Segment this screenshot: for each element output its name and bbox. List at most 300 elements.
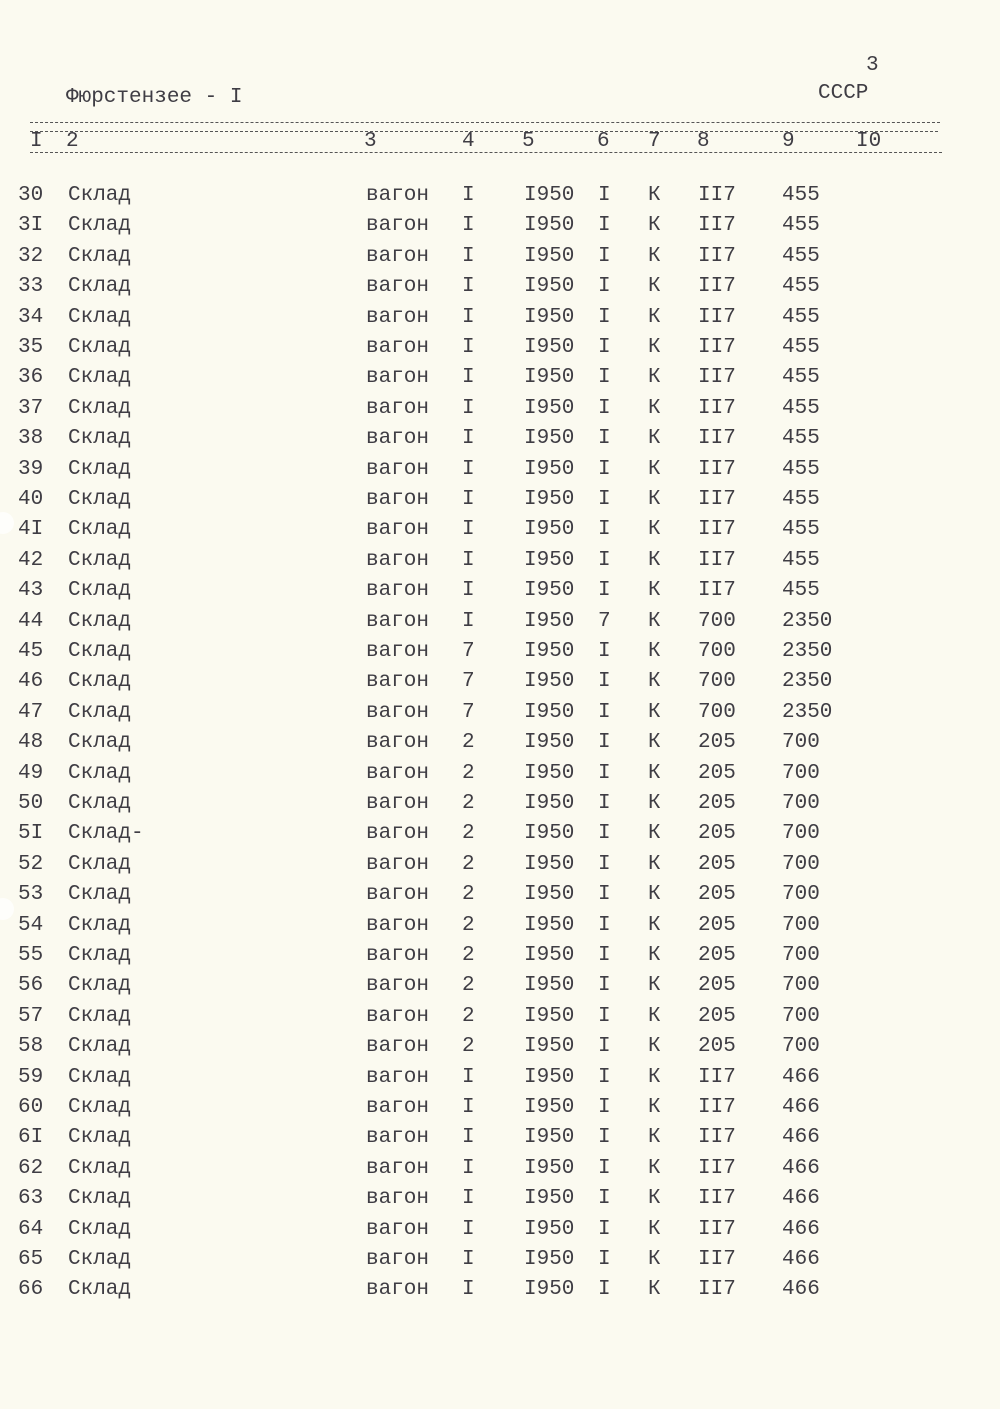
row-col7: К xyxy=(648,700,661,724)
row-number: 45 xyxy=(18,640,44,663)
row-type: вагон xyxy=(366,1217,430,1241)
row-col9: 455 xyxy=(782,305,820,329)
table-row xyxy=(0,214,1000,244)
row-col8: II7 xyxy=(698,184,736,207)
row-name: Склад xyxy=(68,518,132,542)
row-col4: 7 xyxy=(462,640,475,663)
row-col8: 205 xyxy=(698,1004,736,1028)
row-type: вагон xyxy=(366,640,430,663)
row-col6: I xyxy=(598,1217,611,1241)
country-label: СССР xyxy=(818,82,869,105)
row-col9: 455 xyxy=(782,427,820,451)
row-name: Склад xyxy=(68,336,132,359)
row-col6: I xyxy=(598,944,611,967)
row-col6: I xyxy=(598,822,611,846)
row-year: I950 xyxy=(524,548,575,572)
row-number: 53 xyxy=(18,883,44,907)
column-header-8: 8 xyxy=(697,130,710,153)
row-col9: 700 xyxy=(782,1004,820,1028)
row-number: 3I xyxy=(18,214,44,238)
row-col4: I xyxy=(462,1096,475,1119)
row-col9: 700 xyxy=(782,761,820,785)
column-header-7: 7 xyxy=(648,130,661,153)
row-col7: К xyxy=(648,275,661,299)
row-col7: К xyxy=(648,244,661,268)
row-year: I950 xyxy=(524,852,575,876)
row-type: вагон xyxy=(366,1065,430,1089)
row-col8: II7 xyxy=(698,366,736,390)
row-col4: 2 xyxy=(462,792,475,815)
table-row xyxy=(0,1187,1000,1217)
row-number: 40 xyxy=(18,488,44,511)
row-year: I950 xyxy=(524,822,575,846)
row-col8: II7 xyxy=(698,1248,736,1271)
row-col8: II7 xyxy=(698,214,736,238)
row-year: I950 xyxy=(524,366,575,390)
row-col4: I xyxy=(462,1248,475,1271)
row-name: Склад xyxy=(68,1156,132,1180)
row-col4: I xyxy=(462,1187,475,1211)
row-year: I950 xyxy=(524,640,575,663)
row-name: Склад xyxy=(68,1035,132,1059)
table-row xyxy=(0,488,1000,518)
row-col9: 455 xyxy=(782,184,820,207)
row-col6: I xyxy=(598,1035,611,1059)
row-type: вагон xyxy=(366,1187,430,1211)
row-col8: II7 xyxy=(698,1126,736,1150)
table-row xyxy=(0,184,1000,214)
row-col7: К xyxy=(648,579,661,603)
row-type: вагон xyxy=(366,883,430,907)
row-col7: К xyxy=(648,1187,661,1211)
row-number: 33 xyxy=(18,275,44,299)
row-col7: К xyxy=(648,1278,661,1302)
row-col7: К xyxy=(648,761,661,785)
row-number: 44 xyxy=(18,609,44,633)
table-row xyxy=(0,458,1000,488)
row-col6: I xyxy=(598,1004,611,1028)
row-col9: 2350 xyxy=(782,700,833,724)
row-col7: К xyxy=(648,822,661,846)
row-number: 58 xyxy=(18,1035,44,1059)
row-col4: I xyxy=(462,244,475,268)
row-col9: 2350 xyxy=(782,609,833,633)
row-col6: I xyxy=(598,305,611,329)
row-col4: I xyxy=(462,396,475,420)
row-type: вагон xyxy=(366,275,430,299)
row-col4: I xyxy=(462,366,475,390)
row-col7: К xyxy=(648,396,661,420)
row-number: 65 xyxy=(18,1248,44,1271)
row-number: 55 xyxy=(18,944,44,967)
row-col4: I xyxy=(462,275,475,299)
row-type: вагон xyxy=(366,1096,430,1119)
column-header-1: I xyxy=(30,130,43,153)
row-type: вагон xyxy=(366,1004,430,1028)
row-number: 43 xyxy=(18,579,44,603)
row-col7: К xyxy=(648,1248,661,1271)
row-number: 38 xyxy=(18,427,44,451)
row-name: Склад xyxy=(68,548,132,572)
row-number: 35 xyxy=(18,336,44,359)
row-col7: К xyxy=(648,305,661,329)
row-type: вагон xyxy=(366,214,430,238)
row-number: 66 xyxy=(18,1278,44,1302)
row-col4: 2 xyxy=(462,761,475,785)
row-col9: 700 xyxy=(782,883,820,907)
row-col6: I xyxy=(598,457,611,481)
row-col6: I xyxy=(598,1278,611,1302)
column-header-6: 6 xyxy=(597,130,610,153)
row-type: вагон xyxy=(366,944,430,967)
row-type: вагон xyxy=(366,366,430,390)
row-number: 54 xyxy=(18,913,44,937)
row-name: Склад xyxy=(68,1004,132,1028)
row-col8: 700 xyxy=(698,609,736,633)
row-number: 49 xyxy=(18,761,44,785)
row-col7: К xyxy=(648,670,661,694)
row-name: Склад xyxy=(68,427,132,451)
row-col9: 466 xyxy=(782,1126,820,1150)
row-col8: II7 xyxy=(698,457,736,481)
row-name: Склад xyxy=(68,366,132,390)
row-col4: I xyxy=(462,184,475,207)
row-col7: К xyxy=(648,1156,661,1180)
row-number: 37 xyxy=(18,396,44,420)
row-col8: 205 xyxy=(698,761,736,785)
row-col6: I xyxy=(598,336,611,359)
table-row xyxy=(0,792,1000,822)
row-col9: 2350 xyxy=(782,640,833,663)
row-number: 60 xyxy=(18,1096,44,1119)
row-number: 5I xyxy=(18,822,44,846)
row-col7: К xyxy=(648,1217,661,1241)
column-header-3: 3 xyxy=(364,130,377,153)
row-col7: К xyxy=(648,1096,661,1119)
row-col7: К xyxy=(648,488,661,511)
row-col7: К xyxy=(648,640,661,663)
row-year: I950 xyxy=(524,518,575,542)
row-year: I950 xyxy=(524,1035,575,1059)
row-col4: 2 xyxy=(462,974,475,998)
row-col6: I xyxy=(598,579,611,603)
row-col8: II7 xyxy=(698,336,736,359)
table-row xyxy=(0,1035,1000,1065)
page-number: 3 xyxy=(866,54,879,77)
row-col6: I xyxy=(598,366,611,390)
row-number: 48 xyxy=(18,731,44,755)
row-col4: I xyxy=(462,609,475,633)
row-col9: 700 xyxy=(782,731,820,755)
row-col6: I xyxy=(598,883,611,907)
table-row xyxy=(0,1278,1000,1308)
table-row xyxy=(0,640,1000,670)
row-col8: II7 xyxy=(698,488,736,511)
row-col6: I xyxy=(598,1096,611,1119)
table-row xyxy=(0,762,1000,792)
row-name: Склад xyxy=(68,1065,132,1089)
row-col7: К xyxy=(648,944,661,967)
row-number: 63 xyxy=(18,1187,44,1211)
row-type: вагон xyxy=(366,396,430,420)
row-col6: I xyxy=(598,640,611,663)
table-row xyxy=(0,1218,1000,1248)
row-col7: К xyxy=(648,792,661,815)
row-type: вагон xyxy=(366,792,430,815)
row-col9: 700 xyxy=(782,944,820,967)
row-name: Склад xyxy=(68,944,132,967)
row-col9: 700 xyxy=(782,1035,820,1059)
row-year: I950 xyxy=(524,427,575,451)
row-col6: I xyxy=(598,1187,611,1211)
row-number: 39 xyxy=(18,457,44,481)
row-col6: I xyxy=(598,731,611,755)
table-row xyxy=(0,883,1000,913)
column-header-5: 5 xyxy=(522,130,535,153)
row-col9: 455 xyxy=(782,518,820,542)
table-row xyxy=(0,397,1000,427)
row-col7: К xyxy=(648,427,661,451)
row-year: I950 xyxy=(524,184,575,207)
table-row xyxy=(0,366,1000,396)
row-year: I950 xyxy=(524,670,575,694)
table-row xyxy=(0,336,1000,366)
row-number: 57 xyxy=(18,1004,44,1028)
row-type: вагон xyxy=(366,548,430,572)
row-year: I950 xyxy=(524,396,575,420)
row-year: I950 xyxy=(524,913,575,937)
row-col8: II7 xyxy=(698,1217,736,1241)
row-year: I950 xyxy=(524,700,575,724)
row-year: I950 xyxy=(524,275,575,299)
column-header-2: 2 xyxy=(66,130,79,153)
row-name: Склад xyxy=(68,305,132,329)
table-row xyxy=(0,306,1000,336)
table-row xyxy=(0,1157,1000,1187)
row-number: 47 xyxy=(18,700,44,724)
row-col7: К xyxy=(648,214,661,238)
row-number: 34 xyxy=(18,305,44,329)
row-type: вагон xyxy=(366,457,430,481)
row-col9: 466 xyxy=(782,1187,820,1211)
row-type: вагон xyxy=(366,852,430,876)
row-name: Склад xyxy=(68,670,132,694)
row-col6: I xyxy=(598,275,611,299)
row-col4: 2 xyxy=(462,883,475,907)
row-col7: К xyxy=(648,336,661,359)
row-name: Склад xyxy=(68,1187,132,1211)
row-col7: К xyxy=(648,457,661,481)
table-row xyxy=(0,853,1000,883)
row-col4: 2 xyxy=(462,1004,475,1028)
row-col9: 700 xyxy=(782,974,820,998)
table-row xyxy=(0,670,1000,700)
table-row xyxy=(0,610,1000,640)
row-col6: I xyxy=(598,792,611,815)
row-col8: II7 xyxy=(698,244,736,268)
row-name: Склад xyxy=(68,184,132,207)
row-col6: I xyxy=(598,518,611,542)
row-col8: 700 xyxy=(698,670,736,694)
row-type: вагон xyxy=(366,1278,430,1302)
row-number: 46 xyxy=(18,670,44,694)
row-col4: I xyxy=(462,1126,475,1150)
row-col8: II7 xyxy=(698,1065,736,1089)
table-row xyxy=(0,914,1000,944)
row-col6: I xyxy=(598,244,611,268)
row-type: вагон xyxy=(366,518,430,542)
row-year: I950 xyxy=(524,883,575,907)
row-year: I950 xyxy=(524,1004,575,1028)
row-number: 42 xyxy=(18,548,44,572)
row-col9: 455 xyxy=(782,275,820,299)
row-col7: К xyxy=(648,1035,661,1059)
row-name: Склад xyxy=(68,761,132,785)
row-col7: К xyxy=(648,731,661,755)
row-name: Склад xyxy=(68,852,132,876)
row-col9: 700 xyxy=(782,913,820,937)
row-col4: I xyxy=(462,579,475,603)
row-name: Склад xyxy=(68,488,132,511)
row-type: вагон xyxy=(366,609,430,633)
row-type: вагон xyxy=(366,305,430,329)
row-col4: I xyxy=(462,1065,475,1089)
row-name: Склад xyxy=(68,640,132,663)
row-year: I950 xyxy=(524,336,575,359)
row-col8: II7 xyxy=(698,396,736,420)
row-name: Склад xyxy=(68,609,132,633)
row-col4: 7 xyxy=(462,700,475,724)
row-number: 6I xyxy=(18,1126,44,1150)
table-row xyxy=(0,1005,1000,1035)
row-col8: II7 xyxy=(698,1096,736,1119)
row-type: вагон xyxy=(366,700,430,724)
row-type: вагон xyxy=(366,1126,430,1150)
row-name: Склад xyxy=(68,883,132,907)
table-row xyxy=(0,518,1000,548)
row-col4: 2 xyxy=(462,852,475,876)
row-col9: 455 xyxy=(782,488,820,511)
row-type: вагон xyxy=(366,822,430,846)
row-year: I950 xyxy=(524,1126,575,1150)
row-name: Склад xyxy=(68,1278,132,1302)
row-col8: 205 xyxy=(698,883,736,907)
row-name: Склад xyxy=(68,974,132,998)
row-col6: I xyxy=(598,852,611,876)
row-year: I950 xyxy=(524,579,575,603)
row-name: Склад xyxy=(68,214,132,238)
row-name: Склад- xyxy=(68,822,144,846)
row-col4: I xyxy=(462,1278,475,1302)
row-col4: I xyxy=(462,305,475,329)
row-col8: 205 xyxy=(698,974,736,998)
row-col6: I xyxy=(598,396,611,420)
row-col4: I xyxy=(462,518,475,542)
row-col4: I xyxy=(462,548,475,572)
column-header-9: 9 xyxy=(782,130,795,153)
row-col4: I xyxy=(462,336,475,359)
row-col9: 466 xyxy=(782,1156,820,1180)
table-row xyxy=(0,427,1000,457)
row-number: 52 xyxy=(18,852,44,876)
row-col8: II7 xyxy=(698,518,736,542)
row-col8: II7 xyxy=(698,1278,736,1302)
row-type: вагон xyxy=(366,670,430,694)
table-row xyxy=(0,549,1000,579)
row-col4: I xyxy=(462,1217,475,1241)
row-col6: I xyxy=(598,214,611,238)
row-col4: 2 xyxy=(462,1035,475,1059)
row-year: I950 xyxy=(524,305,575,329)
row-col9: 700 xyxy=(782,852,820,876)
row-col6: I xyxy=(598,548,611,572)
row-year: I950 xyxy=(524,214,575,238)
row-col6: I xyxy=(598,1126,611,1150)
row-type: вагон xyxy=(366,336,430,359)
table-row xyxy=(0,701,1000,731)
row-col8: II7 xyxy=(698,275,736,299)
row-col4: 7 xyxy=(462,670,475,694)
row-col4: 2 xyxy=(462,944,475,967)
row-name: Склад xyxy=(68,1096,132,1119)
row-year: I950 xyxy=(524,609,575,633)
table-row xyxy=(0,1248,1000,1278)
place-title: Фюрстензее - I xyxy=(66,86,243,109)
row-col6: I xyxy=(598,913,611,937)
row-name: Склад xyxy=(68,457,132,481)
row-type: вагон xyxy=(366,913,430,937)
row-name: Склад xyxy=(68,1126,132,1150)
row-col7: К xyxy=(648,184,661,207)
row-col9: 455 xyxy=(782,336,820,359)
row-number: 32 xyxy=(18,244,44,268)
row-col7: К xyxy=(648,1126,661,1150)
row-col7: К xyxy=(648,1065,661,1089)
row-year: I950 xyxy=(524,244,575,268)
row-col7: К xyxy=(648,548,661,572)
row-col7: К xyxy=(648,1004,661,1028)
row-col9: 700 xyxy=(782,822,820,846)
row-col6: I xyxy=(598,1248,611,1271)
row-col4: I xyxy=(462,427,475,451)
row-type: вагон xyxy=(366,244,430,268)
row-col7: К xyxy=(648,366,661,390)
row-type: вагон xyxy=(366,184,430,207)
row-col6: I xyxy=(598,761,611,785)
row-year: I950 xyxy=(524,944,575,967)
row-col9: 466 xyxy=(782,1096,820,1119)
row-col9: 466 xyxy=(782,1217,820,1241)
row-number: 36 xyxy=(18,366,44,390)
row-col6: I xyxy=(598,670,611,694)
row-name: Склад xyxy=(68,700,132,724)
row-year: I950 xyxy=(524,731,575,755)
row-type: вагон xyxy=(366,427,430,451)
row-col9: 455 xyxy=(782,214,820,238)
row-col6: I xyxy=(598,700,611,724)
row-name: Склад xyxy=(68,396,132,420)
row-number: 4I xyxy=(18,518,44,542)
row-name: Склад xyxy=(68,244,132,268)
row-col9: 455 xyxy=(782,366,820,390)
row-year: I950 xyxy=(524,1187,575,1211)
row-col8: II7 xyxy=(698,1187,736,1211)
row-number: 59 xyxy=(18,1065,44,1089)
table-row xyxy=(0,731,1000,761)
row-col8: 205 xyxy=(698,913,736,937)
row-col8: II7 xyxy=(698,548,736,572)
row-col8: II7 xyxy=(698,305,736,329)
